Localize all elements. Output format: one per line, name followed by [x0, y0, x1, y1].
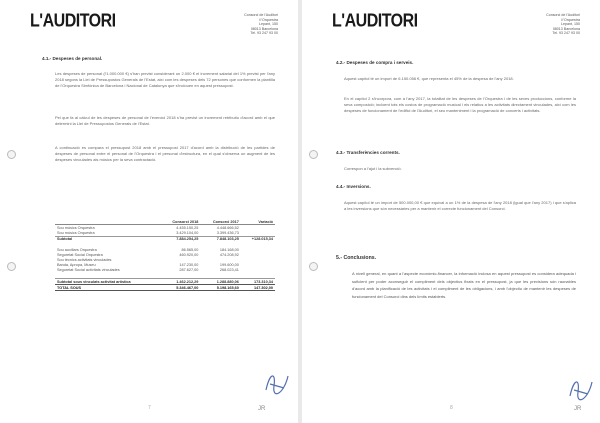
table-cell: 7.884.254,25	[160, 236, 200, 242]
table-cell: Sou tècnics activitats vinculades	[57, 257, 112, 262]
table-cell: 147.230,00	[179, 263, 199, 268]
page-initials: JR	[258, 406, 266, 412]
document-page-right	[302, 0, 600, 423]
paragraph: Pel que fa al càlcul de les despeses de personal de l'exercici 2018 s'ha previst un increment retributiu d'acord amb el que determini la Llei de Pressupostos Generals de l'Estat.	[55, 115, 275, 126]
column-header: Consorci 2018	[160, 219, 200, 225]
section-title: 4.4.- Inversions.	[336, 184, 371, 189]
table-cell: Seguretat Social Orquestra	[57, 252, 103, 257]
personnel-budget-table	[55, 219, 275, 291]
table-cell: TOTAL SOUS	[55, 285, 160, 291]
section-title: 4.3.- Transferències corrents.	[336, 150, 400, 155]
table-cell: 460.920,00	[179, 252, 199, 257]
binder-hole	[7, 262, 16, 271]
table-cell: 474.208,92	[219, 252, 239, 257]
table-cell: Sou auxiliars Orquestra	[57, 247, 97, 252]
address-line: i l'Orquestra	[560, 17, 580, 22]
table-cell: 184.168,00	[219, 247, 239, 252]
address-line: 08013 Barcelona	[250, 26, 278, 31]
table-cell: 4.448.666,52	[216, 225, 239, 230]
column-header: Consorci 2017	[200, 219, 240, 225]
auditori-logo: L'AUDITORI	[30, 11, 116, 32]
binder-hole	[7, 150, 16, 159]
section-title: 4.2.- Despeses de compra i serveis.	[336, 60, 414, 65]
address-line: i l'Orquestra	[258, 17, 278, 22]
address-line: Tel. 93 247 93 00	[250, 31, 278, 36]
paragraph: Aquest capítol té un import de 500.000,00 € que equival a un 1% de la despesa de l'any 2018 (igual que l'any 2017) i que s'aplica a les inversions que són necessàries per a mantenir el correcte funcionament del Consorci.	[344, 200, 576, 211]
paragraph: Correspon a l'ajut i la subvenció.	[344, 166, 402, 171]
section-title: 5.- Conclusions.	[336, 255, 377, 261]
paragraph: A continuació es compara el pressupost 2018 amb el pressupost 2017 d'acord amb la distribució de les partides de despeses de personal entre el personal de l'Orquestra i el personal d'estructura, en el qual s'observa un augment de les despeses vinculades als músics per la seva contractació.	[55, 145, 275, 162]
section-title: 4.1.- Despeses de personal.	[42, 56, 103, 61]
signature-mark	[262, 368, 292, 403]
table-cell: 1.462.212,29	[160, 279, 200, 285]
table-cell: Subtotal	[55, 236, 160, 242]
table-cell: 7.848.103,25	[200, 236, 240, 242]
table-cell: Seguretat Social activitats vinculades	[57, 268, 120, 273]
paragraph: Les despeses de personal (l'1.000.000 €) s'han previst considerant un 2.000 € el increment salarial del 1% previst per l'any 2018 segons la Llei de Pressupostos Generals de l'Estat, així com les despeses dels 72 persones que conformen la plantilla de l'Orquestra Simfònica de Barcelona i Nacional de Catalunya que s'inclouen en aquest pressupost.	[55, 71, 276, 88]
page-number: 8	[450, 405, 453, 411]
table-cell: 173.310,34	[241, 279, 275, 285]
address-line: Tel. 93 247 93 00	[552, 31, 580, 36]
auditori-logo: L'AUDITORI	[332, 11, 418, 32]
paragraph: A nivell general, en quant a l'aspecte econòmic-financer, la informació inclosa en aquest pressupost es considera adequada i suficient per poder aconseguir el compliment dels objectius fixats en el pressupost, ja que les previsions són raonables d'acord amb la planificació de les activitats i el compliment de les obligacions, i amb l'objectiu de mantenir les despeses de funcionament del Consorci dins dels límits establerts.	[352, 271, 576, 299]
table-cell: Sou músics Orquestra	[57, 225, 95, 230]
binder-hole	[309, 150, 318, 159]
table-cell: 3.429.104,00	[176, 230, 199, 235]
binder-hole	[309, 262, 318, 271]
signature-mark	[566, 374, 596, 409]
table-cell: 4.455.150,25	[176, 225, 199, 230]
table-cell: +128.015,34	[241, 236, 275, 242]
address-line: 08013 Barcelona	[552, 26, 580, 31]
table-cell: 268.023,41	[219, 268, 239, 273]
table-cell: 5.198.165,60	[200, 285, 240, 291]
table-cell: 5.346.467,00	[160, 285, 200, 291]
table-cell: 199.600,00	[219, 263, 239, 268]
paragraph: En el capítol 2 s'incorpora, com a l'any 2017, la totalitat de les despeses de l'Orquestra i de les seves produccions, conforme la seva composició; incloent tots els costos de programació musical i els relatius a les activitats directament vinculades, així com les despeses de funcionament de l'edifici de l'Auditori, el seu manteniment i la programació de concerts i activitats.	[344, 96, 576, 113]
header-address	[244, 13, 278, 36]
table-cell: 1.288.880,06	[200, 279, 240, 285]
address-line: Lepant, 150	[259, 22, 278, 27]
table-cell: Subtotal sous vinculats activitat artística	[55, 279, 160, 285]
table-cell: 86.565,00	[181, 247, 199, 252]
page-number: 7	[148, 405, 151, 411]
table-cell: 147.302,00	[241, 285, 275, 291]
address-line: Consorci de l'Auditori	[546, 13, 580, 17]
address-line: Lepant, 150	[561, 22, 580, 27]
table-cell: Banda, Apropa, Museu	[57, 263, 96, 268]
table-row	[55, 285, 275, 291]
address-line: Consorci de l'Auditori	[244, 13, 278, 17]
column-header: Variació	[241, 219, 275, 225]
table-cell: 287.627,00	[179, 268, 199, 273]
page-initials: JR	[574, 406, 582, 412]
table-cell: 3.399.436,73	[216, 230, 239, 235]
document-page-left	[0, 0, 298, 423]
header-address	[546, 13, 580, 36]
paragraph: Aquest capítol té un import de 6.150.056 €, que representa el 45% de la despesa de l'any 2018.	[344, 76, 514, 81]
table-body	[55, 225, 275, 291]
table-cell: Sou músics Orquestra	[57, 230, 95, 235]
